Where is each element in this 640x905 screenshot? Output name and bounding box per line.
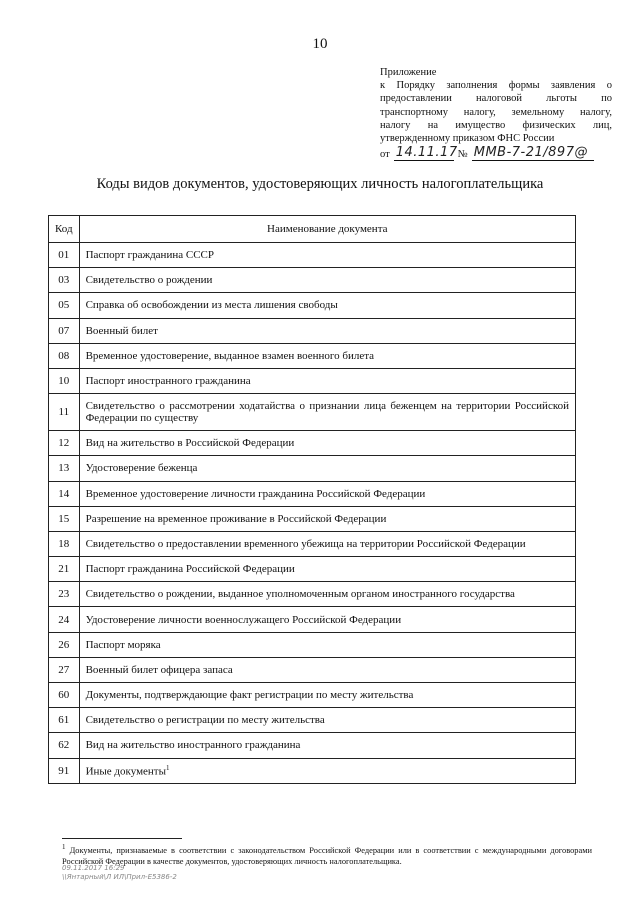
row-name bbox=[79, 683, 575, 708]
row-code: 01 bbox=[49, 243, 80, 268]
row-code: 23 bbox=[49, 582, 80, 607]
appendix-line: утвержденному приказом ФНС России bbox=[380, 133, 555, 145]
row-code: 12 bbox=[49, 431, 80, 456]
row-name-text: Паспорт гражданина Российской Федерации bbox=[85, 563, 295, 576]
row-name bbox=[79, 557, 575, 582]
table-row bbox=[49, 368, 576, 393]
row-name-text: Свидетельство о рассмотрении ходатайства о признании лица беженцем на территории Российской Федерации по существу bbox=[85, 400, 569, 425]
table-row bbox=[49, 582, 576, 607]
table-row bbox=[49, 431, 576, 456]
appendix-line: налогу на имущество физических лиц, bbox=[380, 119, 612, 131]
row-name-text: Военный билет офицера запаса bbox=[85, 663, 233, 676]
row-code: 08 bbox=[49, 343, 80, 368]
appendix-title: Приложение bbox=[380, 67, 437, 78]
row-code: 21 bbox=[49, 557, 80, 582]
row-name bbox=[79, 318, 575, 343]
row-name bbox=[79, 293, 575, 318]
footnote-reference: 1 bbox=[166, 763, 170, 772]
row-name-text: Свидетельство о предоставлении временного убежища на территории Российской Федерации bbox=[85, 537, 526, 550]
page-number: 10 bbox=[312, 36, 328, 52]
table-row bbox=[49, 708, 576, 733]
row-name-text: Временное удостоверение личности гражданина Российской Федерации bbox=[85, 487, 426, 500]
row-code: 11 bbox=[49, 394, 80, 431]
table-header-row bbox=[49, 216, 576, 243]
table-row bbox=[49, 343, 576, 368]
table-row bbox=[49, 293, 576, 318]
row-name bbox=[79, 758, 575, 783]
table-row bbox=[49, 456, 576, 481]
row-code: 27 bbox=[49, 657, 80, 682]
appendix-line: к Порядку заполнения формы заявления о bbox=[380, 80, 612, 92]
table-row bbox=[49, 657, 576, 682]
row-name bbox=[79, 607, 575, 632]
row-name-text: Паспорт моряка bbox=[85, 638, 161, 651]
order-number-prefix: № bbox=[457, 149, 468, 161]
footnote-text: Документы, признаваемые в соответствии с законодательством Российской Федерации или в соответствии с международными договорами Российской Федерации в качестве документов, удостоверяющих личность налогоплательщика. bbox=[62, 845, 592, 866]
header-name: Наименование документа bbox=[79, 216, 575, 243]
header-code: Код bbox=[49, 216, 80, 243]
row-name-text: Иные документы bbox=[85, 765, 166, 778]
row-code: 07 bbox=[49, 318, 80, 343]
row-code: 24 bbox=[49, 607, 80, 632]
table-row bbox=[49, 758, 576, 783]
footnote-divider bbox=[62, 838, 182, 839]
row-name bbox=[79, 343, 575, 368]
row-name-text: Разрешение на временное проживание в Российской Федерации bbox=[85, 512, 387, 525]
table-body bbox=[49, 243, 576, 784]
document-title: Коды видов документов, удостоверяющих личность налогоплательщика bbox=[96, 176, 544, 192]
table-row bbox=[49, 481, 576, 506]
footnote-marker: 1 bbox=[62, 843, 66, 851]
row-name-text: Удостоверение личности военнослужащего Российской Федерации bbox=[85, 613, 402, 626]
table-row bbox=[49, 268, 576, 293]
row-code: 13 bbox=[49, 456, 80, 481]
row-name bbox=[79, 368, 575, 393]
row-code: 05 bbox=[49, 293, 80, 318]
row-code: 18 bbox=[49, 531, 80, 556]
row-code: 91 bbox=[49, 758, 80, 783]
row-name-text: Справка об освобождении из места лишения свободы bbox=[85, 299, 338, 312]
row-name bbox=[79, 456, 575, 481]
row-name bbox=[79, 582, 575, 607]
row-name-text: Свидетельство о регистрации по месту жительства bbox=[85, 714, 325, 727]
print-stamp-date: 09.11.2017 16:29 bbox=[62, 864, 125, 872]
row-name bbox=[79, 268, 575, 293]
order-reference bbox=[380, 146, 612, 161]
table-row bbox=[49, 733, 576, 758]
row-code: 26 bbox=[49, 632, 80, 657]
order-prefix: от bbox=[380, 149, 390, 161]
table-row bbox=[49, 243, 576, 268]
row-name-text: Удостоверение беженца bbox=[85, 462, 198, 475]
row-code: 03 bbox=[49, 268, 80, 293]
row-name bbox=[79, 506, 575, 531]
table-row bbox=[49, 557, 576, 582]
row-name-text: Свидетельство о рождении bbox=[85, 274, 213, 287]
table-row bbox=[49, 318, 576, 343]
row-code: 61 bbox=[49, 708, 80, 733]
row-name bbox=[79, 394, 575, 431]
row-name-text: Временное удостоверение, выданное взамен военного билета bbox=[85, 349, 375, 362]
row-name bbox=[79, 481, 575, 506]
row-name-text: Свидетельство о рождении, выданное уполномоченным органом иностранного государства bbox=[85, 588, 515, 601]
table-row bbox=[49, 683, 576, 708]
print-stamp bbox=[62, 864, 177, 882]
row-name-text: Вид на жительство иностранного гражданина bbox=[85, 739, 301, 752]
table-row bbox=[49, 394, 576, 431]
row-code: 14 bbox=[49, 481, 80, 506]
row-name bbox=[79, 632, 575, 657]
order-number: ММВ-7-21/897@ bbox=[472, 146, 594, 161]
table-row bbox=[49, 531, 576, 556]
row-name-text: Военный билет bbox=[85, 324, 158, 337]
row-code: 10 bbox=[49, 368, 80, 393]
row-code: 62 bbox=[49, 733, 80, 758]
table-row bbox=[49, 506, 576, 531]
row-name bbox=[79, 657, 575, 682]
row-name bbox=[79, 708, 575, 733]
row-name bbox=[79, 531, 575, 556]
row-name-text: Документы, подтверждающие факт регистрации по месту жительства bbox=[85, 689, 414, 702]
row-name bbox=[79, 431, 575, 456]
row-name-text: Вид на жительство в Российской Федерации bbox=[85, 437, 295, 450]
row-code: 15 bbox=[49, 506, 80, 531]
row-name bbox=[79, 243, 575, 268]
row-code: 60 bbox=[49, 683, 80, 708]
appendix-line: предоставлении налоговой льготы по bbox=[380, 93, 612, 105]
table-row bbox=[49, 632, 576, 657]
print-stamp-path: \\Янтарный\Л ИЛ\Прил-Е5386-2 bbox=[62, 873, 177, 881]
row-name-text: Паспорт гражданина СССР bbox=[85, 249, 214, 262]
document-codes-table bbox=[48, 215, 576, 784]
row-name bbox=[79, 733, 575, 758]
table-row bbox=[49, 607, 576, 632]
appendix-line: транспортному налогу, земельному налогу, bbox=[380, 106, 612, 118]
appendix-header bbox=[380, 66, 612, 161]
row-name-text: Паспорт иностранного гражданина bbox=[85, 375, 251, 388]
order-date: 14.11.17 bbox=[395, 145, 458, 161]
